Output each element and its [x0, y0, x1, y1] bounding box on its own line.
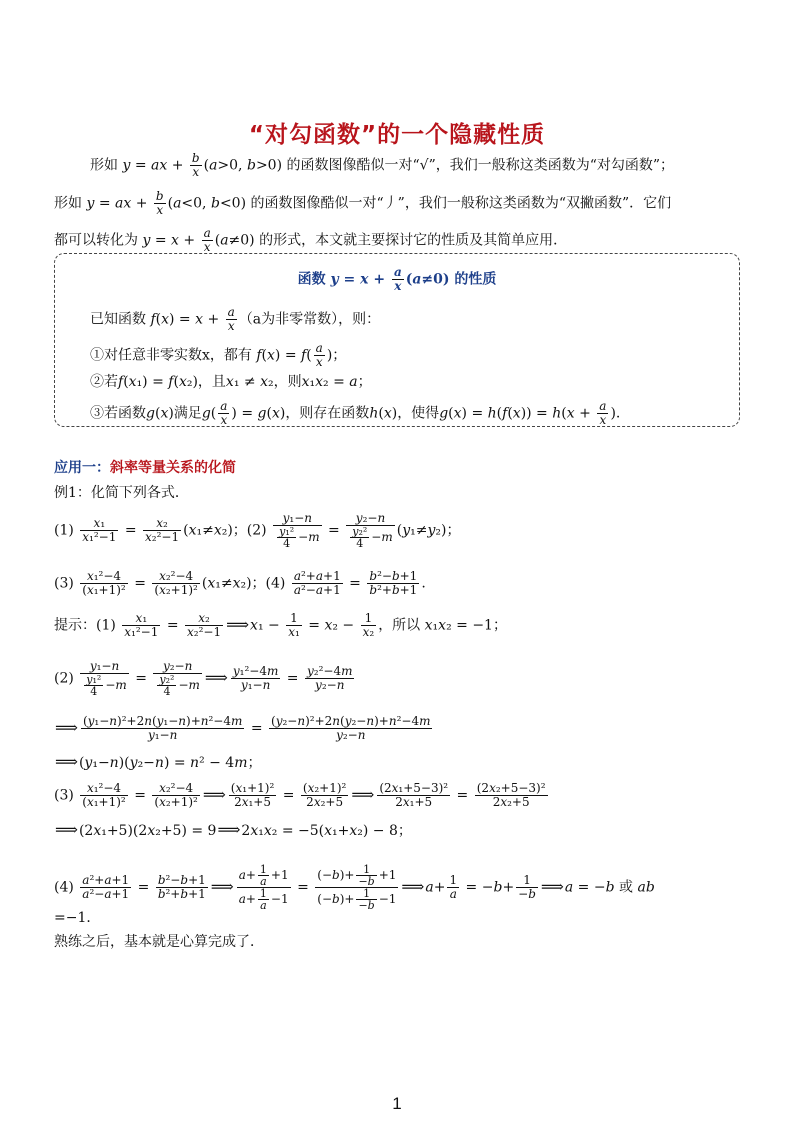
- hint-3b: ⟹(2x₁+5)(2x₂+5) = 9⟹2x₁x₂ = −5(x₁+x₂) − 8；: [55, 820, 412, 839]
- hint-2: (2) y₁−n $\frac{\text{y₁²}}{4}$ −m = y₂−n $\frac{\text{y₂²}}{4}$ −m ⟹ $\frac{\text{y₁²−4m}}{\text{y₁−n}}$ = $\frac{\text{y₂²−4m}}{\text{y₂−n}}$: [54, 659, 353, 698]
- intro-line-1: 形如 y = ax + $\frac{b}{x}$ (a>0, b>0) 的函数图像酷似一对“√”，我们一般称这类函数为“对勾函数”；: [90, 151, 675, 179]
- hint-1: 提示：(1) $\frac{\text{x₁}}{\text{x₁²−1}}$ = $\frac{\text{x₂}}{\text{x₂²−1}}$ ⟹x₁ − $\frac{1}{\text{x₁}}$ = x₂ − $\frac{1}{\text{x₂}}$ ，所以 x₁x₂ = −1；: [54, 611, 507, 639]
- intro-text: 的形式，本文就主要探讨它的性质及其简单应用．: [259, 232, 568, 249]
- example-1: 例1：化简下列各式．: [54, 485, 189, 501]
- box-text: ，则存在函数: [285, 405, 370, 422]
- or-text: 或: [619, 879, 634, 896]
- closing-text: 熟练之后，基本就是心算完成了．: [54, 934, 264, 950]
- box-text: 满足: [173, 405, 202, 422]
- intro-line-3: 都可以转化为 y = x + $\frac{a}{x}$ (a≠0) 的形式，本文就主要探讨它的性质及其简单应用．: [54, 226, 568, 254]
- hint-2b: ⟹ $\frac{\text{(y₁−n)²+2n(y₁−n)+n²−4m}}{\text{y₁−n}}$ = $\frac{\text{(y₂−n)²+2n(y₂−n)+n²−4m}}{\text{y₂−n}}$: [55, 714, 431, 742]
- box-title-text: 函数: [297, 271, 326, 288]
- intro-text: 的函数图像酷似一对“√”，我们一般称这类函数为“对勾函数”；: [286, 157, 675, 174]
- intro-line-2: 形如 y = ax + $\frac{b}{x}$ (a<0, b<0) 的函数图像酷似一对“丿”，我们一般称这类函数为“双撇函数”．它们: [54, 189, 672, 217]
- intro-text: 都可以转化为: [54, 232, 138, 249]
- box-item-2: ②若f(x₁) = f(x₂)，且x₁ ≠ x₂，则x₁x₂ = a；: [90, 374, 372, 390]
- hint-4b: =−1．: [54, 910, 101, 926]
- section-label: 应用一：: [54, 460, 110, 476]
- hint-3: (3) $\frac{\text{x₁²−4}}{\text{(x₁+1)²}}$ = $\frac{\text{x₂²−4}}{\text{(x₂+1)²}}$ ⟹ $\frac{\text{(x₁+1)²}}{\text{2x₁+5}}$ = $\frac{\text{(x₂+1)²}}{\text{2x₂+5}}$ ⟹ $\frac{\text{(2x₁+5−3)²}}{\text{2x₁+5}}$ = $\frac{\text{(2x₂+5−3)²}}{\text{2x₂+5}}$: [54, 781, 546, 809]
- intro-text: 的函数图像酷似一对“丿”，我们一般称这类函数为“双撇函数”．它们: [250, 195, 672, 212]
- section-heading: [54, 458, 236, 478]
- box-text: ，且: [197, 374, 226, 390]
- box-text: ，则: [273, 374, 302, 390]
- hint-2c: ⟹(y₁−n)(y₂−n) = n² − 4m；: [55, 752, 262, 771]
- box-text: （a为非零常数），则：: [238, 311, 381, 328]
- hint-label: 提示：: [54, 617, 96, 634]
- intro-text: 形如: [90, 157, 118, 174]
- box-title-text: 的性质: [454, 271, 497, 288]
- section-title: 斜率等量关系的化简: [110, 460, 236, 476]
- property-box-title: 函数 y = x + $\frac{a}{x}$ (a≠0) 的性质: [297, 265, 497, 293]
- box-text: ①对任意非零实数x，都有: [90, 347, 252, 364]
- page-title: “对勾函数”的一个隐藏性质: [248, 122, 546, 148]
- expr-1-2: (1) $\frac{\text{x₁}}{\text{x₁²−1}}$ = $\frac{\text{x₂}}{\text{x₂²−1}}$ (x₁≠x₂)；(2) y₁−n $\frac{\text{y₁²}}{4}$ −m = y₂−n $\frac{\text{y₂²}}{4}$ −m (y₁≠y₂)；: [54, 511, 461, 550]
- box-given: 已知函数 f(x) = x + $\frac{a}{x}$ （a为非零常数），则：: [90, 305, 381, 333]
- intro-text: 形如: [54, 195, 82, 212]
- box-text: ②若: [90, 374, 118, 390]
- box-text: ，使得: [397, 405, 440, 422]
- hint-4: (4) $\frac{\text{a²+a+1}}{\text{a²−a+1}}$ = $\frac{\text{b²−b+1}}{\text{b²+b+1}}$ ⟹ a+ $\frac{1}{a}$ +1 a+ $\frac{1}{a}$ −1 = (−b)+ $\frac{1}{-b}$ +1 (−b)+ $\frac{1}{-b}$ −1 ⟹a+ $\frac{1}{a}$ = −b+ $\frac{1}{-b}$ ⟹a = −b 或 ab: [54, 863, 655, 912]
- box-item-3: ③若函数g(x)满足g( $\frac{a}{x}$ ) = g(x)，则存在函数h(x)，使得g(x) = h(f(x)) = h(x + $\frac{a}{x}$ ).: [90, 399, 621, 427]
- box-item-1: ①对任意非零实数x，都有 f(x) = f( $\frac{a}{x}$ )；: [90, 341, 347, 369]
- page-number: 1: [392, 1094, 402, 1113]
- expr-3-4: (3) $\frac{\text{x₁²−4}}{\text{(x₁+1)²}}$ = $\frac{\text{x₂²−4}}{\text{(x₂+1)²}}$ (x₁≠x₂)；(4) $\frac{\text{a²+a+1}}{\text{a²−a+1}}$ = $\frac{\text{b²−b+1}}{\text{b²+b+1}}$ .: [54, 569, 426, 597]
- box-text: 已知函数: [90, 311, 146, 328]
- box-text: ③若函数: [90, 405, 146, 422]
